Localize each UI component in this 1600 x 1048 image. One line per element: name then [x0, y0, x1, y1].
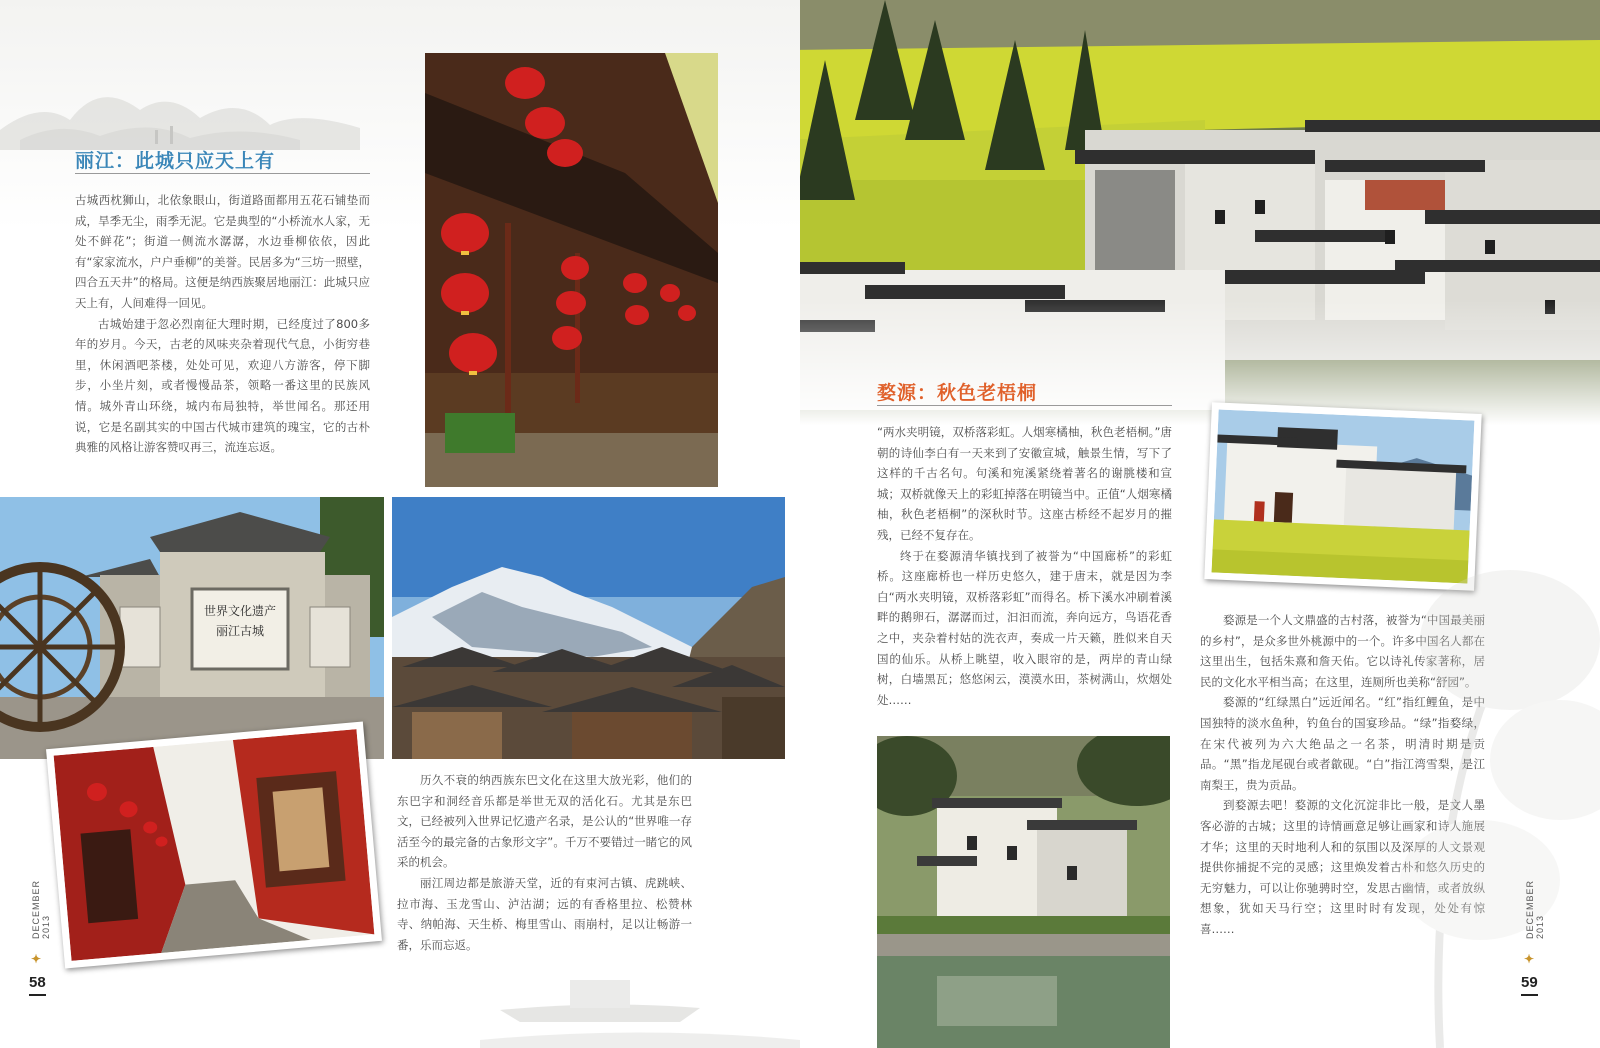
gate-plaque-line1: 世界文化遗产 — [203, 604, 277, 618]
paragraph: 婺源是一个人文鼎盛的古村落，被誉为“中国最美丽的乡村”，是众多世外桃源中的一个。许多中国名人都在这里出生，包括朱熹和詹天佑。它以诗礼传家著称，居民的文化水平相当高；在这里，连厕所也美称“舒园”。 — [1200, 613, 1485, 689]
wuyuan-river-photo — [877, 736, 1170, 1048]
lijiang-intro-text — [75, 190, 370, 458]
issue-month: DECEMBER 2013 — [31, 880, 51, 940]
page-number-rule — [1521, 994, 1538, 996]
jade-dragon-snow-mountain-photo — [392, 497, 785, 759]
paragraph: 婺源的“红绿黑白”远近闻名。“红”指红鲤鱼，是中国独特的淡水鱼种，钓鱼台的国宴珍品。“绿”指婺绿，在宋代被列为六大绝品之一名茶，明清时期是贡品。“黑”指龙尾砚台或者歙砚。“白”指江湾雪梨，是江南梨王，贵为贡品。 — [1200, 695, 1485, 792]
paragraph: “两水夹明镜，双桥落彩虹。人烟寒橘柚，秋色老梧桐。”唐朝的诗仙李白有一天来到了安徽宣城，触景生情，写下了这样的千古名句。句溪和宛溪紧绕着著名的谢朓楼和宣城；双桥就像天上的彩虹掉落在明镜当中。正值“人烟寒橘柚，秋色老梧桐”的深秋时节。这座古桥经不起岁月的摧残，已经不复存在。 — [877, 425, 1172, 542]
lijiang-heading: 丽江：此城只应天上有 — [75, 150, 276, 172]
paragraph: 丽江周边都是旅游天堂，近的有束河古镇、虎跳峡、拉市海、玉龙雪山、泸沽湖；远的有香格里拉、松赞林寺、纳帕海、天生桥、梅里雪山、雨崩村，足以让畅游一番，乐而忘返。 — [397, 875, 692, 952]
issue-month: DECEMBER 2013 — [1525, 880, 1545, 940]
page-number: 59 — [1521, 974, 1538, 991]
lijiang-heading-rule — [75, 173, 370, 174]
page-ornament-icon: ✦ — [31, 952, 42, 966]
wuyuan-heading: 婺源：秋色老梧桐 — [877, 382, 1038, 404]
lijiang-gate-waterwheel-photo — [0, 497, 384, 759]
gate-plaque-line2: 丽江古城 — [215, 624, 265, 638]
paragraph: 历久不衰的纳西族东巴文化在这里大放光彩，他们的东巴字和洞经音乐都是举世无双的活化石。尤其是东巴文，已经被列入世界记忆遗产名录，是公认的“世界唯一存活至今的最完备的古象形文字”。千万不要错过一睹它的风采的机会。 — [397, 773, 692, 870]
wuyuan-poem-text — [877, 422, 1172, 710]
paragraph: 古城西枕狮山，北依象眼山，街道路面都用五花石铺垫而成，旱季无尘，雨季无泥。它是典型的“小桥流水人家，无处不鲜花”；街道一侧流水潺潺，水边垂柳依依，因此有“家家流水，户户垂柳”的美誉。民居多为“三坊一照壁，四合五天井”的格局。这便是纳西族聚居地丽江：此城只应天上有，人间难得一回见。 — [75, 193, 370, 310]
lijiang-lanterns-photo — [425, 53, 718, 487]
page-number-rule — [29, 994, 46, 996]
right-page — [800, 0, 1600, 1048]
page-ornament-icon: ✦ — [1524, 952, 1535, 966]
paragraph: 到婺源去吧！婺源的文化沉淀非比一般，是文人墨客必游的古城；这里的诗情画意足够让画家和诗人施展才华；这里的天时地利人和的氛围以及深厚的人文景观提供你捕捉不完的灵感；这里焕发着古朴和悠久历史的无穷魅力，可以让你驰骋时空，发思古幽情，或者放纵想象，犹如天马行空；这里时时有发现，处处有惊喜…… — [1200, 798, 1485, 936]
wuyuan-village-photo — [800, 0, 1600, 425]
lijiang-street-photo — [46, 722, 382, 969]
paragraph: 终于在婺源清华镇找到了被誉为“中国廊桥”的彩虹桥。这座廊桥也一样历史悠久，建于唐末，就是因为李白“两水夹明镜，双桥落彩虹”而得名。桥下溪水冲刷着溪畔的鹅卵石，潺潺而过，汩汩而流，奔向远方，鸟语花香之中，夹杂着村姑的洗衣声，奏成一片天籁，胜似来自天国的仙乐。从桥上眺望，收入眼帘的是，两岸的青山绿树，白墙黑瓦；悠悠闲云，漠漠水田，茶树满山，炊烟处处…… — [877, 548, 1172, 707]
ink-boat-decoration — [480, 930, 800, 1048]
ink-landscape-decoration — [0, 40, 360, 150]
lijiang-culture-text — [397, 770, 692, 955]
wuyuan-heading-rule — [877, 405, 1172, 406]
page-number: 58 — [29, 974, 46, 991]
paragraph: 古城始建于忽必烈南征大理时期，已经度过了800多年的岁月。今天，古老的风味夹杂着现代气息，小街穷巷里，休闲酒吧茶楼，处处可见，欢迎八方游客，停下脚步，小坐片刻，或者慢慢品茶，领略一番这里的民族风情。城外青山环绕，城内布局独特，举世闻名。那还用说，它是名副其实的中国古代城市建筑的瑰宝，它的古朴典雅的风格让游客赞叹再三，流连忘返。 — [75, 316, 370, 455]
